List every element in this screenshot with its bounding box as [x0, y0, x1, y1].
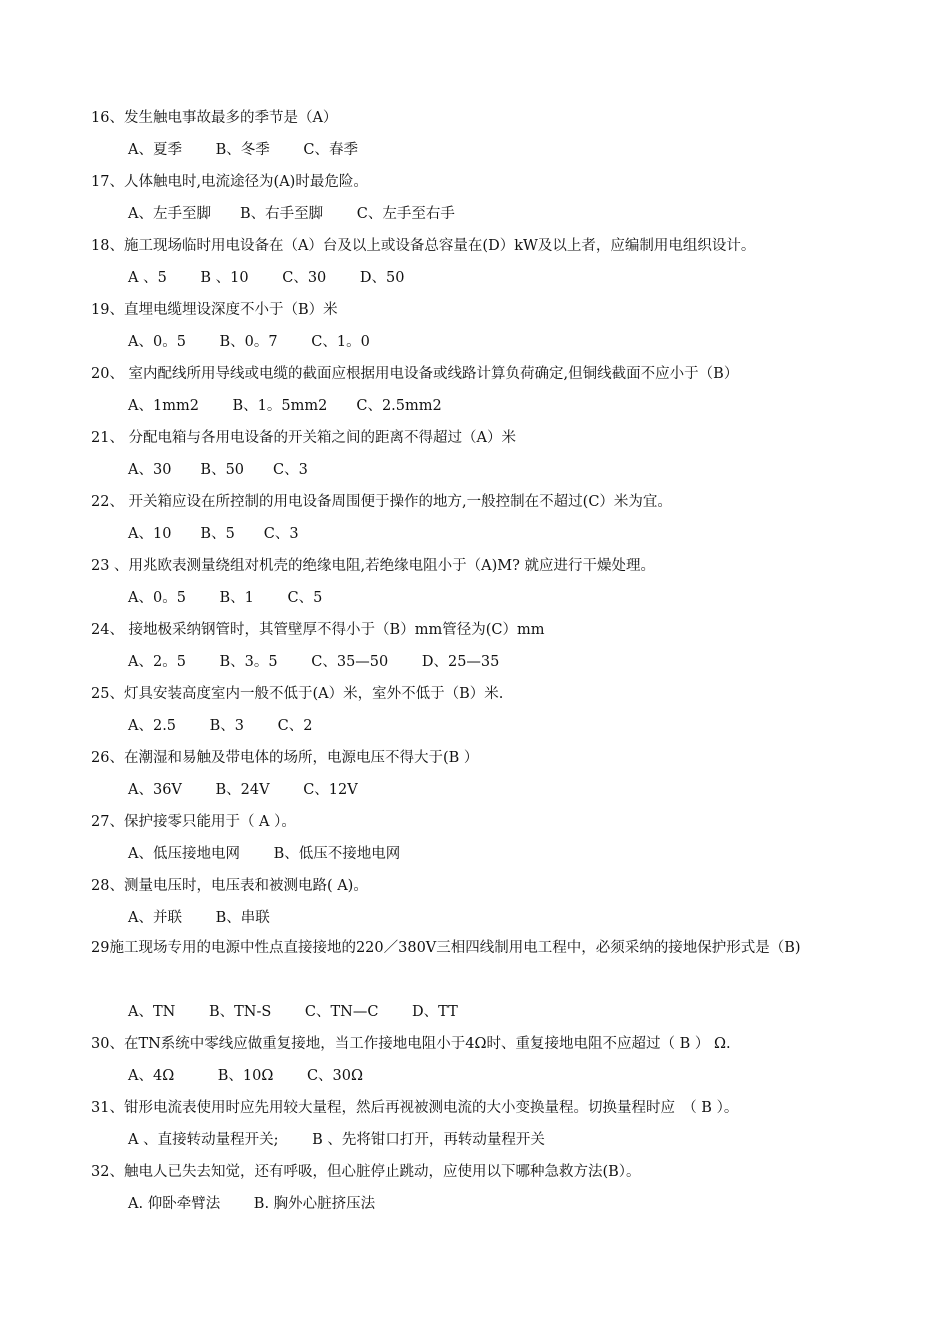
question-24: 24、 接地极采纳钢管时，其管壁厚不得小于（B）mm管径为(C）mm	[91, 622, 545, 638]
options-23: A、0。5 B、1 C、5	[128, 590, 323, 606]
options-19: A、0。5 B、0。7 C、1。0	[128, 334, 370, 350]
options-32: A. 仰卧牵臂法 B. 胸外心脏挤压法	[128, 1196, 376, 1212]
options-28: A、并联 B、串联	[128, 910, 270, 926]
options-24: A、2。5 B、3。5 C、35—50 D、25—35	[128, 654, 500, 670]
question-30: 30、在TN系统中零线应做重复接地，当工作接地电阻小于4Ω时、重复接地电阻不应超过（ B ） Ω.	[91, 1036, 731, 1052]
options-29: A、TN B、TN-S C、TN—C D、TT	[128, 1004, 458, 1020]
question-23: 23 、用兆欧表测量绕组对机壳的绝缘电阻,若绝缘电阻小于（A)M? 就应进行干燥处理。	[91, 558, 656, 574]
question-20: 20、 室内配线所用导线或电缆的截面应根据用电设备或线路计算负荷确定,但铜线截面不应小于（B）	[91, 366, 739, 382]
question-32: 32、触电人已失去知觉，还有呼吸，但心脏停止跳动，应使用以下哪种急救方法(B）。	[91, 1164, 641, 1180]
question-22: 22、 开关箱应设在所控制的用电设备周围便于操作的地方,一般控制在不超过(C）米为宜。	[91, 494, 672, 510]
options-16: A、夏季 B、冬季 C、春季	[128, 142, 358, 158]
question-27: 27、保护接零只能用于（ A ）。	[91, 814, 296, 830]
options-25: A、2.5 B、3 C、2	[128, 718, 313, 734]
options-17: A、左手至脚 B、右手至脚 C、左手至右手	[128, 206, 455, 222]
options-26: A、36V B、24V C、12V	[128, 782, 358, 798]
question-26: 26、在潮湿和易触及带电体的场所，电源电压不得大于(B ）	[91, 750, 479, 766]
question-31: 31、钳形电流表使用时应先用较大量程，然后再视被测电流的大小变换量程。切换量程时应 （ B ）。	[91, 1100, 739, 1116]
question-28: 28、测量电压时，电压表和被测电路( A)。	[91, 878, 368, 894]
question-18: 18、施工现场临时用电设备在（A）台及以上或设备总容量在(D）kW及以上者，应编制用电组织设计。	[91, 238, 756, 254]
options-20: A、1mm2 B、1。5mm2 C、2.5mm2	[128, 398, 442, 414]
options-22: A、10 B、5 C、3	[128, 526, 299, 542]
options-30: A、4Ω B、10Ω C、30Ω	[128, 1068, 364, 1084]
options-31: A 、直接转动量程开关; B 、先将钳口打开，再转动量程开关	[128, 1132, 545, 1148]
question-17: 17、人体触电时,电流途径为(A)时最危险。	[91, 174, 368, 190]
question-21: 21、 分配电箱与各用电设备的开关箱之间的距离不得超过（A）米	[91, 430, 517, 446]
question-29: 29施工现场专用的电源中性点直接接地的220／380V三相四线制用电工程中，必须采纳的接地保护形式是（B)	[91, 940, 801, 956]
question-25: 25、灯具安装高度室内一般不低于(A）米，室外不低于（B）米.	[91, 686, 504, 702]
question-16: 16、发生触电事故最多的季节是（A）	[91, 110, 338, 126]
question-19: 19、直埋电缆埋设深度不小于（B）米	[91, 302, 338, 318]
options-18: A 、5 B 、10 C、30 D、50	[128, 270, 405, 286]
options-27: A、低压接地电网 B、低压不接地电网	[128, 846, 401, 862]
options-21: A、30 B、50 C、3	[128, 462, 308, 478]
